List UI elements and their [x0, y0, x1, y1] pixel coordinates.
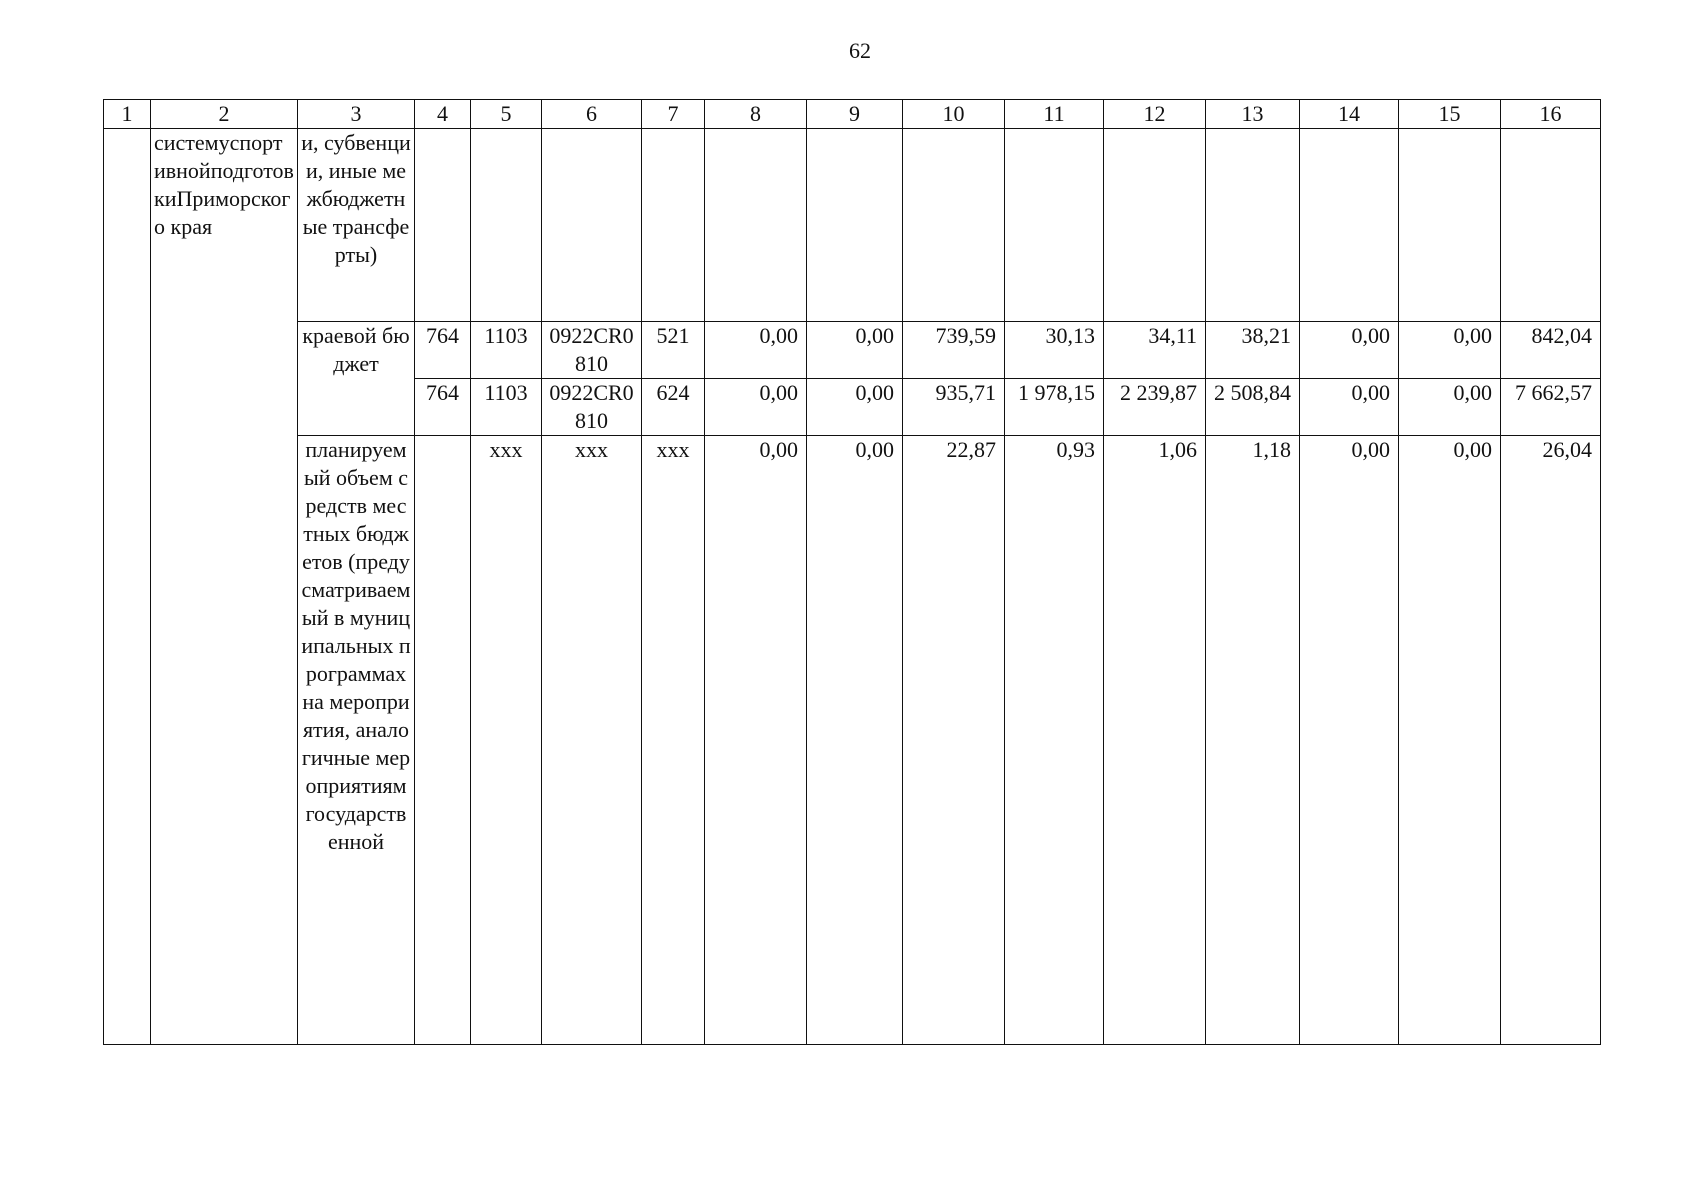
measure-name-cell: системуспортивнойподготовкиПриморского края — [151, 129, 298, 1045]
cell-c11: 0,93 — [1005, 436, 1104, 1045]
header-cell: 14 — [1300, 100, 1399, 129]
header-cell: 11 — [1005, 100, 1104, 129]
table-row — [104, 436, 1601, 1045]
table-row — [104, 129, 1601, 322]
cell-c11: 30,13 — [1005, 322, 1104, 379]
cell-c9: 0,00 — [807, 379, 903, 436]
cell-c9: 0,00 — [807, 436, 903, 1045]
cell-c12: 34,11 — [1104, 322, 1206, 379]
cell-c15: 0,00 — [1399, 322, 1501, 379]
header-cell: 4 — [415, 100, 471, 129]
cell-c9: 0,00 — [807, 322, 903, 379]
header-cell: 12 — [1104, 100, 1206, 129]
cell-c5 — [471, 129, 542, 322]
header-cell: 8 — [705, 100, 807, 129]
cell-c12 — [1104, 129, 1206, 322]
funding-source-cell: планируемый объем средств местных бюджетов (предусматриваемый в муниципальных программах на мероприятия, аналогичные мероприятиям государственной — [298, 436, 415, 1045]
header-cell: 1 — [104, 100, 151, 129]
cell-c5: 1103 — [471, 379, 542, 436]
cell-c11 — [1005, 129, 1104, 322]
header-cell: 7 — [642, 100, 705, 129]
cell-c12: 1,06 — [1104, 436, 1206, 1045]
cell-c4: 764 — [415, 322, 471, 379]
table-header-row — [104, 100, 1601, 129]
cell-c8 — [705, 129, 807, 322]
cell-c6: 0922CR0810 — [542, 322, 642, 379]
cell-c6: xxx — [542, 436, 642, 1045]
cell-c12: 2 239,87 — [1104, 379, 1206, 436]
cell-c16: 26,04 — [1501, 436, 1601, 1045]
cell-c5: 1103 — [471, 322, 542, 379]
cell-c13: 2 508,84 — [1206, 379, 1300, 436]
cell-c4: 764 — [415, 379, 471, 436]
funding-source-cell: и, субвенции, иные межбюджетные трансферты) — [298, 129, 415, 322]
cell-c6 — [542, 129, 642, 322]
budget-table — [103, 99, 1601, 1045]
header-cell: 16 — [1501, 100, 1601, 129]
cell-c7: 521 — [642, 322, 705, 379]
cell-c13 — [1206, 129, 1300, 322]
cell-c10: 935,71 — [903, 379, 1005, 436]
cell-c6: 0922CR0810 — [542, 379, 642, 436]
cell-c14: 0,00 — [1300, 436, 1399, 1045]
cell-c7 — [642, 129, 705, 322]
cell-c10 — [903, 129, 1005, 322]
table-row — [104, 322, 1601, 379]
header-cell: 5 — [471, 100, 542, 129]
header-cell: 3 — [298, 100, 415, 129]
cell-c15 — [1399, 129, 1501, 322]
cell-c5: xxx — [471, 436, 542, 1045]
cell-c16 — [1501, 129, 1601, 322]
cell-c15: 0,00 — [1399, 379, 1501, 436]
cell-c10: 739,59 — [903, 322, 1005, 379]
cell-c14: 0,00 — [1300, 322, 1399, 379]
cell-c4 — [415, 129, 471, 322]
header-cell: 9 — [807, 100, 903, 129]
col1-cell — [104, 129, 151, 1045]
header-cell: 15 — [1399, 100, 1501, 129]
cell-c8: 0,00 — [705, 436, 807, 1045]
header-cell: 10 — [903, 100, 1005, 129]
cell-c16: 7 662,57 — [1501, 379, 1601, 436]
cell-c15: 0,00 — [1399, 436, 1501, 1045]
cell-c7: 624 — [642, 379, 705, 436]
cell-c13: 38,21 — [1206, 322, 1300, 379]
funding-source-cell: краевой бюджет — [298, 322, 415, 436]
header-cell: 6 — [542, 100, 642, 129]
cell-c9 — [807, 129, 903, 322]
header-cell: 13 — [1206, 100, 1300, 129]
cell-c4 — [415, 436, 471, 1045]
cell-c8: 0,00 — [705, 322, 807, 379]
cell-c14: 0,00 — [1300, 379, 1399, 436]
cell-c10: 22,87 — [903, 436, 1005, 1045]
cell-c13: 1,18 — [1206, 436, 1300, 1045]
cell-c7: xxx — [642, 436, 705, 1045]
cell-c16: 842,04 — [1501, 322, 1601, 379]
header-cell: 2 — [151, 100, 298, 129]
cell-c11: 1 978,15 — [1005, 379, 1104, 436]
cell-c8: 0,00 — [705, 379, 807, 436]
cell-c14 — [1300, 129, 1399, 322]
page-number: 62 — [849, 38, 871, 63]
